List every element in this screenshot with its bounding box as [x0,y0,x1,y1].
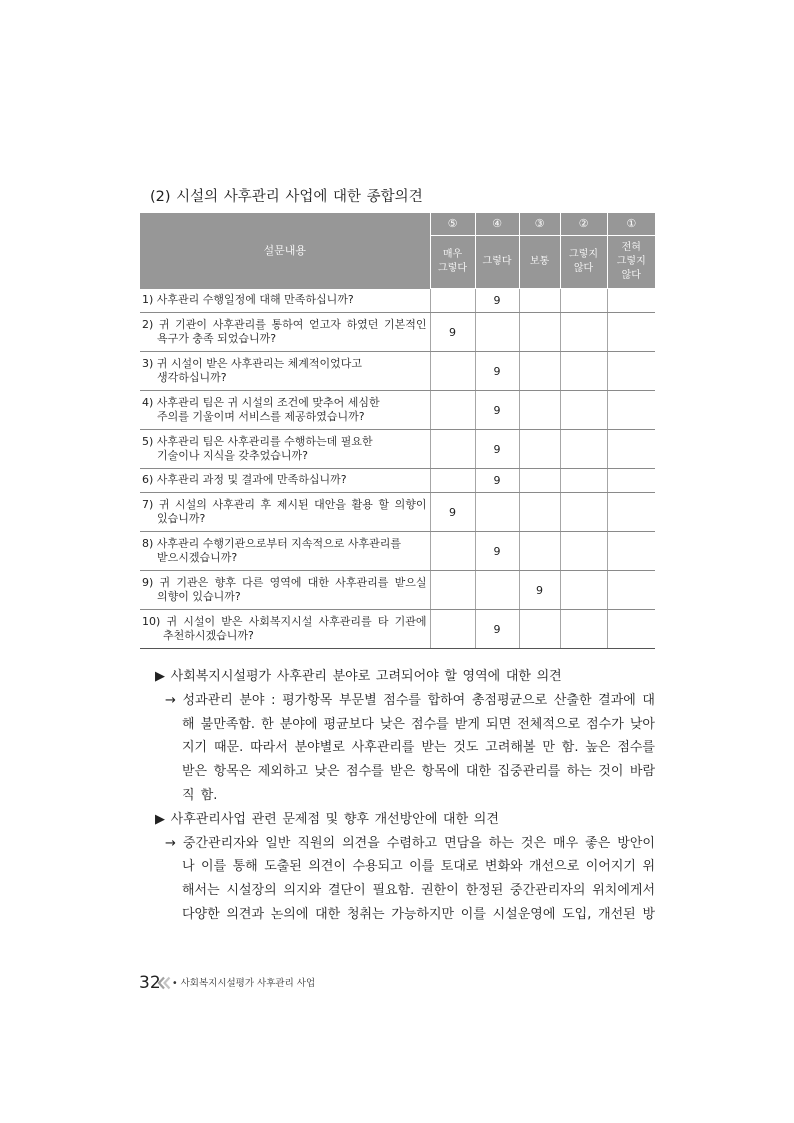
opinion-text: 나 이를 통해 도출된 의견이 수용되고 이를 토대로 변화와 개선으로 이어지기 위 [182,859,655,875]
response-cell-1 [607,532,655,571]
question-text: 1) 사후관리 수행일정에 대해 만족하십니까? [142,293,354,306]
survey-table [140,212,655,649]
scale-label-text: 전혀 [621,242,641,253]
response-cell-3 [519,469,560,493]
question-text: 7) 귀 시설의 사후관리 후 제시된 대안을 활용 할 의향이 [142,497,427,511]
response-cell-3 [519,391,560,430]
question-cell [140,313,430,352]
scale-number-4: ④ [475,213,519,236]
question-cell [140,610,430,649]
opinion-text: 받은 항목은 제외하고 낮은 점수를 받은 항목에 대한 집중관리를 하는 것이 바람 [182,764,655,780]
question-text: 9) 귀 기관은 향후 다른 영역에 대한 사후관리를 받으실 [142,575,427,589]
table-row [140,532,655,571]
response-cell-4: 9 [475,532,519,571]
page-number: 32 [139,973,161,993]
response-cell-4: 9 [475,610,519,649]
response-cell-5 [430,532,475,571]
scale-number-2: ② [560,213,607,236]
scale-number-3: ③ [519,213,560,236]
scale-label-5 [430,236,475,289]
response-cell-5 [430,610,475,649]
question-cell [140,532,430,571]
response-cell-2 [560,313,607,352]
response-cell-2 [560,352,607,391]
question-text: 주의를 기울이며 서비스를 제공하였습니까? [157,410,365,423]
question-cell [140,430,430,469]
response-cell-2 [560,571,607,610]
table-row [140,352,655,391]
running-title: • 사회복지시설평가 사후관리 사업 [172,978,316,989]
question-text: 있습니까? [157,512,206,525]
scale-label-1 [607,236,655,289]
question-text: 기술이나 지식을 갖추었습니까? [157,449,308,462]
scale-label-text: 그렇다 [482,256,512,267]
question-cell [140,493,430,532]
scale-label-text: 그렇지 [569,249,598,260]
question-text: 6) 사후관리 과정 및 결과에 만족하십니까? [142,473,347,487]
response-cell-4 [475,571,519,610]
scale-label-text: 그렇다 [438,263,467,274]
response-cell-1 [607,391,655,430]
question-text: 의향이 있습니까? [157,590,241,603]
response-cell-1 [607,289,655,313]
question-text: 4) 사후관리 팀은 귀 시설의 조건에 맞추어 세심한 [142,395,380,409]
scale-label-3 [519,236,560,289]
response-cell-1 [607,610,655,649]
question-text: 받으시겠습니까? [157,551,238,564]
response-cell-5 [430,289,475,313]
response-cell-3 [519,352,560,391]
response-cell-5 [430,469,475,493]
opinion-text: → 성과관리 분야 : 평가항목 부문별 점수를 합하여 총점평균으로 산출한 결과에 대 [165,692,655,708]
table-header-row [140,213,655,236]
scale-label-2 [560,236,607,289]
question-text: 3) 귀 시설이 받은 사후관리는 체계적이었다고 [142,356,363,370]
response-cell-2 [560,493,607,532]
question-text: 5) 사후관리 팀은 사후관리를 수행하는데 필요한 [142,434,373,448]
response-cell-4: 9 [475,289,519,313]
response-cell-2 [560,430,607,469]
scale-label-4 [475,236,519,289]
opinion-text: 다양한 의견과 논의에 대한 청취는 가능하지만 이를 시설운영에 도입, 개선된 방 [182,906,655,922]
response-cell-3 [519,493,560,532]
question-cell [140,352,430,391]
question-text: 추천하시겠습니까? [163,629,254,642]
scale-number-5: ⑤ [430,213,475,236]
response-cell-1 [607,469,655,493]
scale-label-text: 않다 [573,263,594,274]
opinion-text: → 중간관리자와 일반 직원의 의견을 수렴하고 면담을 하는 것은 매우 좋은 방안이 [165,835,655,851]
scale-number-1: ① [607,213,655,236]
question-text: 8) 사후관리 수행기관으로부터 지속적으로 사후관리를 [142,536,402,550]
response-cell-5 [430,352,475,391]
question-cell [140,289,430,313]
question-text: 생각하십니까? [157,371,227,384]
opinions-section [0,665,794,927]
table-row [140,430,655,469]
opinion-heading: ▶ 사후관리사업 관련 문제점 및 향후 개선방안에 대한 의견 [155,811,499,827]
opinion-text: 해서는 시설장의 의지와 결단이 필요함. 권한이 한정된 중간관리자의 위치에게서 [182,883,655,899]
question-cell [140,391,430,430]
scale-label-text: 보통 [529,256,550,267]
response-cell-3 [519,610,560,649]
response-cell-4: 9 [475,469,519,493]
opinion-heading: ▶ 사회복지시설평가 사후관리 분야로 고려되어야 할 영역에 대한 의견 [155,669,562,684]
response-cell-5: 9 [430,313,475,352]
response-cell-4: 9 [475,430,519,469]
response-cell-1 [607,493,655,532]
table-row [140,493,655,532]
response-cell-1 [607,571,655,610]
table-row [140,610,655,649]
table-row [140,289,655,313]
question-text: 욕구가 충족 되었습니까? [157,332,277,345]
table-row [140,469,655,493]
response-cell-3 [519,313,560,352]
table-row [140,391,655,430]
opinion-text: 직 함. [182,787,218,803]
response-cell-5 [430,430,475,469]
response-cell-4 [475,313,519,352]
response-cell-2 [560,391,607,430]
response-cell-4: 9 [475,391,519,430]
response-cell-5 [430,391,475,430]
question-column-header: 설문내용 [140,213,430,289]
response-cell-2 [560,289,607,313]
response-cell-3 [519,430,560,469]
response-cell-4 [475,493,519,532]
response-cell-2 [560,610,607,649]
scale-label-text: 않다 [621,270,641,281]
response-cell-1 [607,352,655,391]
response-cell-2 [560,532,607,571]
response-cell-1 [607,313,655,352]
response-cell-3 [519,532,560,571]
scale-label-text: 매우 [442,249,463,260]
table-row [140,571,655,610]
section-title: (2) 시설의 사후관리 사업에 대한 종합의견 [150,189,423,205]
double-chevron-left-icon [157,976,171,990]
response-cell-5: 9 [430,493,475,532]
table-row [140,313,655,352]
response-cell-1 [607,430,655,469]
response-cell-3 [519,289,560,313]
response-cell-2 [560,469,607,493]
question-cell [140,469,430,493]
question-text: 2) 귀 기관이 사후관리를 통하여 얻고자 하였던 기본적인 [142,317,427,331]
response-cell-4: 9 [475,352,519,391]
question-text: 10) 귀 시설이 받은 사회복지시설 사후관리를 타 기관에 [142,614,427,628]
response-cell-3: 9 [519,571,560,610]
response-cell-5 [430,571,475,610]
question-cell [140,571,430,610]
opinion-text: 지기 때문. 따라서 분야별로 사후관리를 받는 것도 고려해볼 만 함. 높은 점수를 [182,740,655,756]
scale-label-text: 그렇지 [616,256,646,267]
opinion-text: 해 불만족함. 한 분야에 평균보다 낮은 점수를 받게 되면 전체적으로 점수가 낮아 [182,716,655,732]
